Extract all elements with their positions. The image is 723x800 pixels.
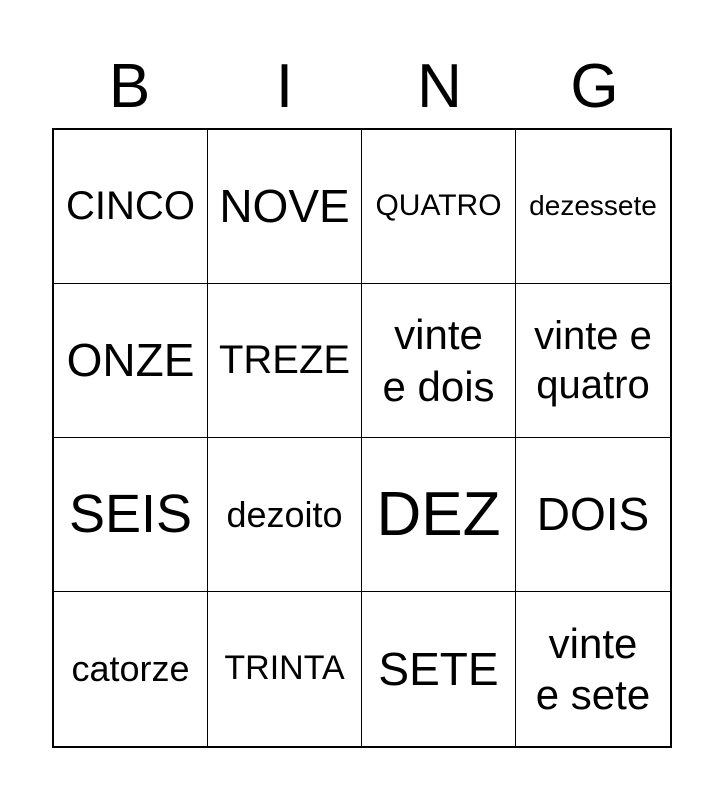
- bingo-cell-text: TREZE: [218, 338, 351, 383]
- bingo-cell[interactable]: [516, 438, 670, 592]
- header-letter-g: G: [570, 52, 619, 121]
- bingo-cell-text: vinte e dois: [382, 311, 495, 410]
- bingo-cell-text: TRINTA: [224, 649, 345, 688]
- bingo-cell-text: vinte e sete: [535, 619, 651, 718]
- bingo-cell-text: SETE: [378, 642, 499, 695]
- bingo-cell-text: QUATRO: [375, 189, 502, 223]
- bingo-cell[interactable]: [362, 438, 516, 592]
- bingo-cell-text: vinte e quatro: [534, 313, 652, 407]
- bingo-cell[interactable]: [208, 284, 362, 438]
- bingo-cell[interactable]: [362, 592, 516, 746]
- bingo-header: [52, 52, 672, 122]
- bingo-cell-text: catorze: [71, 648, 190, 690]
- bingo-cell[interactable]: [516, 592, 670, 746]
- bingo-cell-text: SEIS: [68, 483, 193, 544]
- bingo-cell[interactable]: [362, 284, 516, 438]
- bingo-cell-text: dezoito: [226, 493, 343, 535]
- bingo-cell[interactable]: [516, 130, 670, 284]
- bingo-cell[interactable]: [54, 592, 208, 746]
- header-letter-n: N: [417, 52, 462, 121]
- bingo-cell[interactable]: [54, 284, 208, 438]
- bingo-cell-text: CINCO: [66, 184, 195, 229]
- bingo-cell-text: DOIS: [536, 488, 650, 541]
- bingo-cell[interactable]: [208, 130, 362, 284]
- bingo-cell[interactable]: [208, 592, 362, 746]
- bingo-cell-text: ONZE: [66, 334, 195, 387]
- bingo-cell-text: dezessete: [529, 190, 657, 222]
- bingo-cell-text: DEZ: [376, 479, 501, 549]
- bingo-cell-text: NOVE: [219, 180, 350, 233]
- header-letter-b: B: [108, 52, 151, 121]
- bingo-board: [52, 128, 672, 748]
- bingo-cell[interactable]: [54, 130, 208, 284]
- header-letter-i: I: [275, 52, 294, 121]
- bingo-cell[interactable]: [208, 438, 362, 592]
- bingo-cell[interactable]: [516, 284, 670, 438]
- bingo-cell[interactable]: [362, 130, 516, 284]
- bingo-cell[interactable]: [54, 438, 208, 592]
